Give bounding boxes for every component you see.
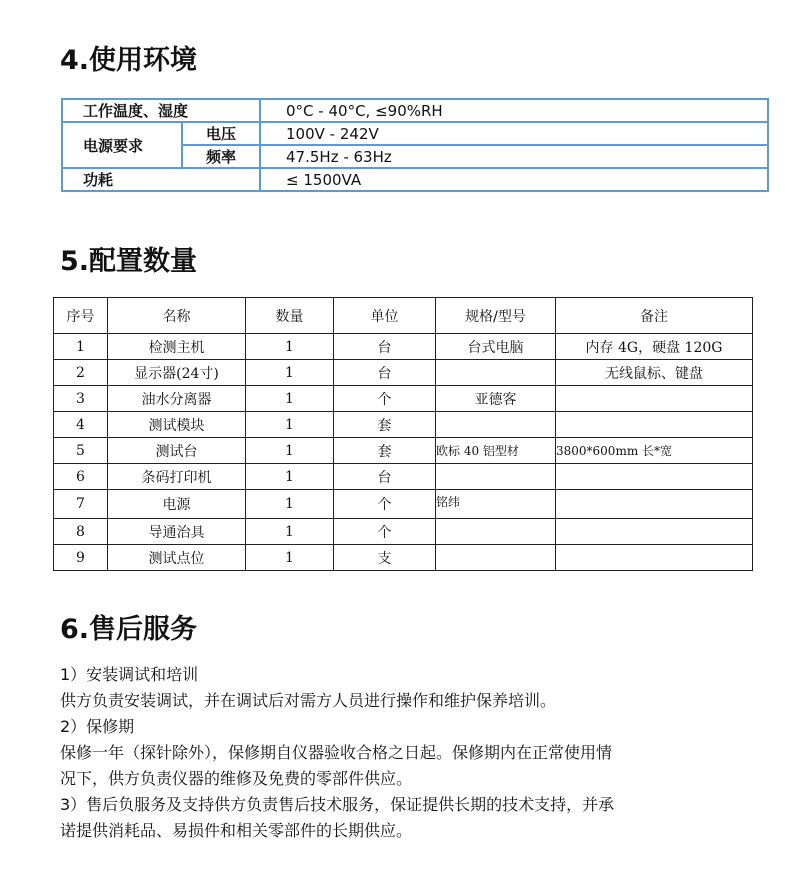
cell-model: 铭纬 xyxy=(436,490,556,519)
voltage-label: 电压 xyxy=(182,122,260,145)
table-row xyxy=(54,464,753,490)
cell-index: 5 xyxy=(54,438,108,464)
table-row xyxy=(54,490,753,519)
header-name: 名称 xyxy=(108,298,246,334)
header-unit: 单位 xyxy=(334,298,436,334)
cell-name: 条码打印机 xyxy=(108,464,246,490)
section-4-title: 4.使用环境 xyxy=(60,45,198,76)
cell-unit: 个 xyxy=(334,490,436,519)
cell-quantity: 1 xyxy=(246,412,334,438)
header-model: 规格/型号 xyxy=(436,298,556,334)
paragraph-line: 1）安装调试和培训 xyxy=(60,665,199,684)
header-index: 序号 xyxy=(54,298,108,334)
cell-index: 4 xyxy=(54,412,108,438)
cell-remark: 内存 4G，硬盘 120G xyxy=(556,334,753,360)
paragraph-line: 诺提供消耗品、易损件和相关零部件的长期供应。 xyxy=(60,821,413,840)
temp-label: 工作温度、湿度 xyxy=(62,99,260,122)
cell-remark: 无线鼠标、键盘 xyxy=(556,360,753,386)
cell-remark xyxy=(556,490,753,519)
cell-unit: 台 xyxy=(334,334,436,360)
cell-model: 亚德客 xyxy=(436,386,556,412)
paragraph-line: 供方负责安装调试，并在调试后对需方人员进行操作和维护保养培训。 xyxy=(60,691,557,710)
after-sales-text xyxy=(60,662,614,844)
cell-name: 油水分离器 xyxy=(108,386,246,412)
cell-quantity: 1 xyxy=(246,490,334,519)
cell-name: 检测主机 xyxy=(108,334,246,360)
table-row xyxy=(54,386,753,412)
cell-unit: 套 xyxy=(334,438,436,464)
cell-index: 2 xyxy=(54,360,108,386)
cell-index: 3 xyxy=(54,386,108,412)
table-row xyxy=(54,334,753,360)
voltage-value: 100V - 242V xyxy=(260,122,768,145)
header-quantity: 数量 xyxy=(246,298,334,334)
cell-model xyxy=(436,412,556,438)
cell-quantity: 1 xyxy=(246,360,334,386)
cell-name: 显示器(24寸) xyxy=(108,360,246,386)
cell-model xyxy=(436,519,556,545)
cell-quantity: 1 xyxy=(246,386,334,412)
table-row xyxy=(54,545,753,571)
table-row xyxy=(62,99,768,122)
paragraph-line: 况下，供方负责仪器的维修及免费的零部件供应。 xyxy=(60,769,413,788)
cell-remark xyxy=(556,519,753,545)
table-row xyxy=(54,519,753,545)
cell-name: 电源 xyxy=(108,490,246,519)
environment-table xyxy=(61,98,769,192)
cell-unit: 支 xyxy=(334,545,436,571)
paragraph-line: 2）保修期 xyxy=(60,717,135,736)
cell-index: 7 xyxy=(54,490,108,519)
table-row xyxy=(62,168,768,191)
cell-remark xyxy=(556,545,753,571)
cell-model xyxy=(436,360,556,386)
cell-model xyxy=(436,545,556,571)
cell-remark xyxy=(556,464,753,490)
cell-quantity: 1 xyxy=(246,438,334,464)
temp-value: 0°C - 40°C, ≤90%RH xyxy=(260,99,768,122)
table-row xyxy=(54,360,753,386)
table-row xyxy=(54,412,753,438)
freq-label: 频率 xyxy=(182,145,260,168)
cell-remark xyxy=(556,386,753,412)
paragraph-line: 3）售后负服务及支持供方负责售后技术服务，保证提供长期的技术支持，并承 xyxy=(60,795,615,814)
cell-index: 6 xyxy=(54,464,108,490)
cell-index: 8 xyxy=(54,519,108,545)
freq-value: 47.5Hz - 63Hz xyxy=(260,145,768,168)
table-row xyxy=(62,122,768,145)
table-header-row xyxy=(54,298,753,334)
consumption-value: ≤ 1500VA xyxy=(260,168,768,191)
configuration-table xyxy=(53,297,753,571)
header-remark: 备注 xyxy=(556,298,753,334)
cell-quantity: 1 xyxy=(246,519,334,545)
paragraph-line: 保修一年（探针除外），保修期自仪器验收合格之日起。保修期内在正常使用情 xyxy=(60,743,613,762)
cell-index: 1 xyxy=(54,334,108,360)
cell-unit: 台 xyxy=(334,464,436,490)
section-5-title: 5.配置数量 xyxy=(60,246,198,277)
cell-unit: 台 xyxy=(334,360,436,386)
cell-unit: 个 xyxy=(334,519,436,545)
cell-unit: 个 xyxy=(334,386,436,412)
cell-name: 测试模块 xyxy=(108,412,246,438)
cell-quantity: 1 xyxy=(246,545,334,571)
section-6-title: 6.售后服务 xyxy=(60,614,198,645)
cell-quantity: 1 xyxy=(246,464,334,490)
power-label: 电源要求 xyxy=(62,122,182,168)
consumption-label: 功耗 xyxy=(62,168,260,191)
cell-name: 测试台 xyxy=(108,438,246,464)
cell-index: 9 xyxy=(54,545,108,571)
cell-name: 导通治具 xyxy=(108,519,246,545)
cell-unit: 套 xyxy=(334,412,436,438)
cell-quantity: 1 xyxy=(246,334,334,360)
cell-remark: 3800*600mm 长*宽 xyxy=(556,438,753,464)
table-row xyxy=(54,438,753,464)
cell-model: 欧标 40 铝型材 xyxy=(436,438,556,464)
cell-model: 台式电脑 xyxy=(436,334,556,360)
cell-name: 测试点位 xyxy=(108,545,246,571)
cell-model xyxy=(436,464,556,490)
cell-remark xyxy=(556,412,753,438)
